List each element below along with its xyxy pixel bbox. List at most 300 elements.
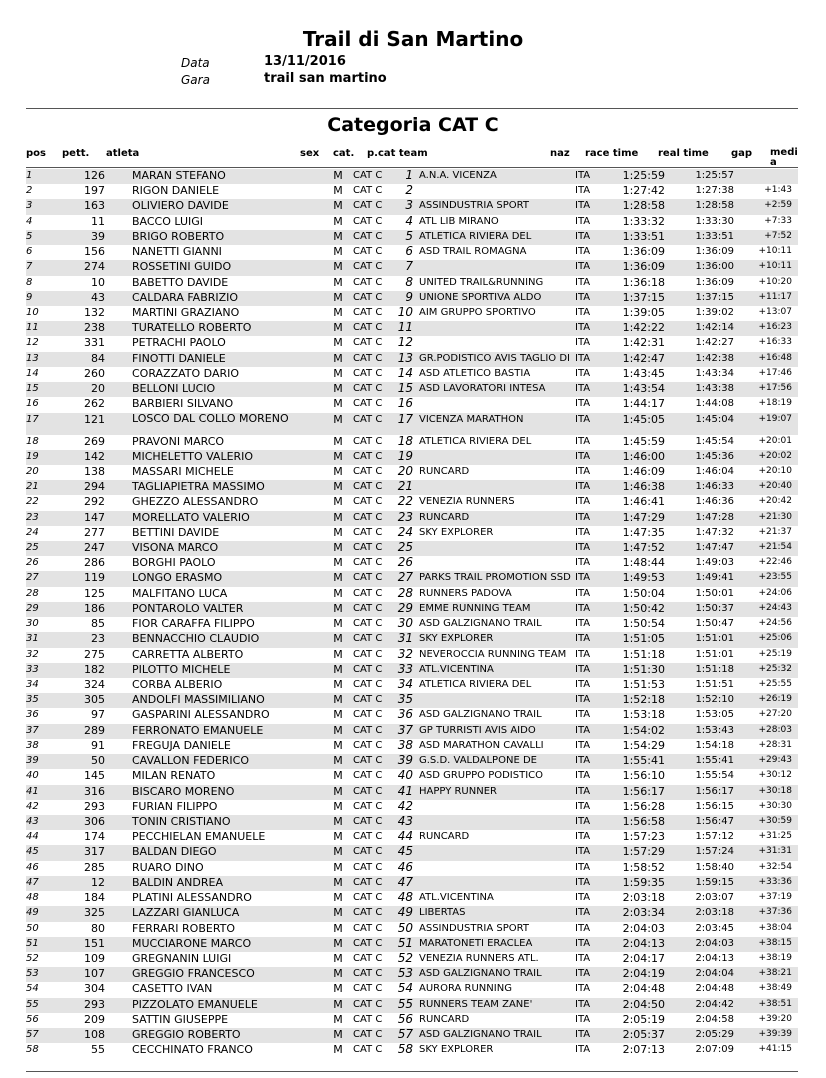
row-team: ATLETICA RIVIERA DEL	[419, 435, 532, 447]
row-athlete: LOSCO DAL COLLO MORENO	[132, 413, 323, 435]
row-race-time: 1:43:45	[622, 366, 665, 380]
row-athlete: MARTINI GRAZIANO	[132, 305, 240, 319]
col-header-pett: pett.	[62, 148, 90, 159]
row-real-time: 1:45:54	[695, 435, 734, 447]
row-sex: M	[333, 860, 343, 874]
col-header-pos: pos	[26, 148, 46, 159]
row-category-pos: 11	[393, 321, 419, 336]
row-category-pos: 12	[397, 335, 413, 350]
row-race-time: 1:37:15	[605, 291, 665, 306]
row-race-time: 1:54:02	[605, 724, 665, 739]
row-gap: +25:19	[758, 648, 792, 659]
row-pos: 30	[26, 618, 39, 630]
row-category: CAT C	[353, 367, 383, 379]
row-race-time: 1:45:05	[605, 413, 665, 435]
row-category: CAT C	[353, 480, 393, 495]
row-real-time: 1:46:36	[695, 496, 734, 508]
row-gap: +26:19	[734, 693, 798, 708]
table-row	[26, 169, 798, 184]
page-title: Trail di San Martino	[302, 27, 524, 51]
row-bib: 97	[91, 708, 105, 722]
row-gap: +21:54	[734, 541, 798, 556]
row-bib: 12	[54, 876, 132, 891]
results-body	[26, 169, 798, 1058]
row-athlete: GHEZZO ALESSANDRO	[132, 495, 259, 509]
results-table	[26, 169, 798, 1058]
row-pos: 52	[26, 952, 39, 964]
row-bib: 260	[84, 366, 105, 380]
row-athlete: FURIAN FILIPPO	[132, 799, 218, 813]
row-pos: 53	[26, 967, 54, 982]
table-row	[26, 199, 798, 214]
row-category: CAT C	[353, 337, 383, 349]
table-row	[26, 556, 798, 571]
row-category-pos: 50	[397, 920, 413, 935]
row-race-time: 1:56:10	[622, 769, 665, 783]
row-sex: M	[333, 336, 343, 350]
row-nationality: ITA	[575, 398, 591, 410]
table-row	[26, 617, 798, 632]
row-sex: M	[323, 450, 353, 465]
table-row	[26, 739, 798, 754]
table-row	[26, 967, 798, 982]
row-bib: 197	[84, 184, 105, 198]
row-bib: 39	[54, 230, 132, 245]
row-category: CAT C	[353, 169, 393, 184]
row-race-time: 1:44:17	[622, 397, 665, 411]
row-category: CAT C	[353, 306, 383, 318]
row-sex: M	[333, 397, 343, 411]
row-race-time: 1:55:41	[605, 754, 665, 769]
row-category: CAT C	[353, 876, 393, 891]
row-pos: 23	[26, 511, 54, 526]
row-bib: 289	[54, 724, 132, 739]
row-category-pos: 45	[393, 845, 419, 860]
row-gap: +20:02	[734, 450, 798, 465]
table-row	[26, 937, 798, 952]
row-category: CAT C	[353, 983, 383, 995]
row-category: CAT C	[353, 398, 383, 410]
row-real-time: 1:57:12	[695, 831, 734, 843]
row-race-time: 1:51:53	[622, 678, 665, 691]
row-nationality: ITA	[575, 352, 605, 367]
row-category-pos: 1	[393, 169, 419, 184]
row-real-time: 2:04:04	[665, 967, 734, 982]
row-bib: 174	[84, 830, 105, 844]
row-race-time: 1:47:52	[605, 541, 665, 556]
row-gap: +38:19	[758, 952, 792, 963]
row-gap: +21:37	[758, 526, 792, 537]
row-bib: 275	[84, 647, 105, 661]
row-pos: 4	[26, 215, 33, 227]
row-nationality: ITA	[575, 800, 591, 812]
row-pos: 41	[26, 785, 54, 800]
row-gap: +38:21	[734, 967, 798, 982]
row-category-pos: 19	[393, 450, 419, 465]
row-athlete: BELLONI LUCIO	[132, 382, 323, 397]
row-category: CAT C	[353, 291, 393, 306]
row-nationality: ITA	[575, 230, 605, 245]
row-real-time: 1:43:34	[695, 367, 734, 379]
row-pos: 45	[26, 845, 54, 860]
row-sex: M	[333, 366, 343, 380]
row-real-time: 1:47:28	[665, 511, 734, 526]
row-nationality: ITA	[575, 435, 591, 447]
bottom-divider	[26, 1071, 798, 1072]
row-bib: 325	[54, 906, 132, 921]
row-sex: M	[333, 921, 343, 935]
row-real-time: 1:51:01	[695, 648, 734, 660]
row-category-pos: 10	[397, 304, 413, 319]
row-athlete: BACCO LUIGI	[132, 214, 204, 228]
row-athlete: FERRARI ROBERTO	[132, 921, 236, 935]
row-category: CAT C	[353, 602, 393, 617]
row-gap: +39:39	[734, 1028, 798, 1043]
row-athlete: MILAN RENATO	[132, 769, 216, 783]
row-pos: 7	[26, 260, 54, 275]
row-real-time: 2:03:18	[665, 906, 734, 921]
row-bib: 55	[91, 1043, 105, 1057]
row-real-time: 1:42:27	[695, 337, 734, 349]
row-athlete: CAVALLON FEDERICO	[132, 754, 323, 769]
row-nationality: ITA	[575, 906, 605, 921]
row-category-pos: 13	[393, 352, 419, 367]
row-sex: M	[323, 199, 353, 214]
table-row	[26, 800, 798, 815]
row-nationality: ITA	[575, 557, 591, 569]
row-gap: +24:56	[758, 618, 792, 629]
row-nationality: ITA	[575, 1044, 591, 1056]
row-pos: 56	[26, 1013, 39, 1025]
row-category-pos: 8	[405, 274, 413, 289]
row-sex: M	[323, 541, 353, 556]
row-athlete: PIZZOLATO EMANUELE	[132, 998, 323, 1013]
row-pos: 40	[26, 770, 39, 782]
row-race-time: 1:27:42	[622, 184, 665, 198]
row-pos: 43	[26, 815, 54, 830]
row-category: CAT C	[353, 526, 383, 538]
row-team: ATLETICA RIVIERA DEL	[419, 230, 575, 245]
table-row	[26, 724, 798, 739]
row-athlete: GREGNANIN LUIGI	[132, 951, 232, 965]
col-header-sex: sex	[300, 148, 320, 159]
table-row	[26, 435, 798, 450]
row-category: CAT C	[353, 632, 393, 647]
row-real-time: 1:50:01	[695, 587, 734, 599]
row-nationality: ITA	[575, 922, 591, 934]
row-gap: +1:43	[764, 185, 792, 196]
row-real-time: 2:04:13	[695, 952, 734, 964]
row-race-time: 2:03:18	[622, 891, 665, 905]
row-gap: +17:56	[734, 382, 798, 397]
row-real-time: 1:56:47	[665, 815, 734, 830]
row-bib: 107	[54, 967, 132, 982]
row-team: MARATONETI ERACLEA	[419, 937, 575, 952]
row-athlete: MASSARI MICHELE	[132, 464, 234, 478]
table-row	[26, 571, 798, 586]
row-gap: +19:07	[734, 413, 798, 435]
row-team: ATL.VICENTINA	[419, 892, 494, 904]
row-pos: 32	[26, 648, 39, 660]
row-nationality: ITA	[575, 663, 605, 678]
row-pos: 6	[26, 246, 33, 258]
row-bib: 138	[84, 464, 105, 478]
row-gap: +28:31	[758, 739, 792, 750]
row-category: CAT C	[353, 754, 393, 769]
row-pos: 47	[26, 876, 54, 891]
row-category: CAT C	[353, 352, 393, 367]
row-athlete: CORBA ALBERIO	[132, 678, 223, 691]
table-row	[26, 678, 798, 693]
row-sex: M	[323, 845, 353, 860]
row-category: CAT C	[353, 1028, 393, 1043]
table-row	[26, 830, 798, 845]
table-row	[26, 922, 798, 937]
row-bib: 304	[84, 982, 105, 996]
table-row	[26, 306, 798, 321]
row-sex: M	[333, 556, 343, 570]
row-pos: 33	[26, 663, 54, 678]
row-category-pos: 18	[397, 433, 413, 448]
row-team: A.N.A. VICENZA	[419, 169, 575, 184]
row-category: CAT C	[353, 815, 393, 830]
row-nationality: ITA	[575, 337, 591, 349]
row-athlete: CASETTO IVAN	[132, 982, 213, 996]
row-category: CAT C	[353, 496, 383, 508]
row-sex: M	[323, 693, 353, 708]
row-nationality: ITA	[575, 892, 591, 904]
row-athlete: FERRONATO EMANUELE	[132, 724, 323, 739]
table-row	[26, 450, 798, 465]
race-label: Gara	[181, 73, 210, 87]
row-sex: M	[323, 937, 353, 952]
row-race-time: 1:48:44	[622, 556, 665, 570]
row-gap: +23:55	[734, 571, 798, 586]
row-pos: 14	[26, 367, 39, 379]
category-title: Categoria CAT C	[327, 114, 499, 136]
row-pos: 36	[26, 709, 39, 721]
col-header-naz: naz	[550, 148, 570, 159]
row-sex: M	[333, 586, 343, 600]
table-row	[26, 397, 798, 412]
row-team: ASD GALZIGNANO TRAIL	[419, 967, 575, 982]
row-nationality: ITA	[575, 306, 591, 318]
row-athlete: BRIGO ROBERTO	[132, 230, 323, 245]
row-sex: M	[323, 1028, 353, 1043]
row-real-time: 1:55:41	[665, 754, 734, 769]
row-nationality: ITA	[575, 967, 605, 982]
row-real-time: 1:42:14	[665, 321, 734, 336]
row-pos: 16	[26, 398, 39, 410]
row-bib: 126	[54, 169, 132, 184]
row-category-pos: 27	[393, 571, 419, 586]
row-pos: 54	[26, 983, 39, 995]
row-category-pos: 43	[393, 815, 419, 830]
row-category-pos: 21	[393, 480, 419, 495]
row-race-time: 2:04:19	[605, 967, 665, 982]
row-team: LIBERTAS	[419, 906, 575, 921]
row-category-pos: 35	[393, 693, 419, 708]
row-bib: 186	[54, 602, 132, 617]
row-real-time: 1:51:01	[665, 632, 734, 647]
row-athlete: NANETTI GIANNI	[132, 245, 222, 259]
table-row	[26, 413, 798, 435]
row-pos: 42	[26, 800, 39, 812]
row-category: CAT C	[353, 541, 393, 556]
row-gap: +38:51	[734, 998, 798, 1013]
row-bib: 156	[84, 245, 105, 259]
row-nationality: ITA	[575, 754, 605, 769]
row-team: ASD GALZIGNANO TRAIL	[419, 618, 542, 630]
row-real-time: 1:51:18	[665, 663, 734, 678]
row-category-pos: 23	[393, 511, 419, 526]
row-bib: 292	[84, 495, 105, 509]
table-row	[26, 480, 798, 495]
row-bib: 125	[84, 586, 105, 600]
row-gap: +7:33	[764, 215, 792, 226]
row-nationality: ITA	[575, 831, 591, 843]
row-gap: +16:23	[734, 321, 798, 336]
row-team: RUNCARD	[419, 465, 470, 477]
row-bib: 247	[54, 541, 132, 556]
row-sex: M	[333, 678, 343, 691]
row-sex: M	[333, 305, 343, 319]
row-category: CAT C	[353, 952, 383, 964]
row-pos: 51	[26, 937, 54, 952]
row-team	[419, 450, 575, 465]
row-nationality: ITA	[575, 413, 605, 435]
row-pos: 13	[26, 352, 54, 367]
row-nationality: ITA	[575, 602, 605, 617]
table-row	[26, 465, 798, 480]
row-team: RUNNERS PADOVA	[419, 587, 512, 599]
row-pos: 49	[26, 906, 54, 921]
row-bib: 305	[54, 693, 132, 708]
row-gap: +38:49	[758, 983, 792, 994]
row-race-time: 1:53:18	[622, 708, 665, 722]
row-athlete: FINOTTI DANIELE	[132, 352, 323, 367]
row-athlete: PILOTTO MICHELE	[132, 663, 323, 678]
row-category-pos: 46	[397, 859, 413, 874]
row-team: ASD GALZIGNANO TRAIL	[419, 709, 542, 721]
row-nationality: ITA	[575, 571, 605, 586]
table-row	[26, 1013, 798, 1028]
row-athlete: VISONA MARCO	[132, 541, 323, 556]
row-pos: 35	[26, 693, 54, 708]
col-header-real-time: real time	[658, 148, 709, 159]
row-category-pos: 7	[393, 260, 419, 275]
row-sex: M	[323, 291, 353, 306]
row-team: ASD LAVORATORI INTESA	[419, 382, 575, 397]
table-row	[26, 648, 798, 663]
row-nationality: ITA	[575, 541, 605, 556]
row-real-time: 1:50:47	[695, 618, 734, 630]
row-real-time: 2:05:29	[665, 1028, 734, 1043]
row-nationality: ITA	[575, 770, 591, 782]
row-sex: M	[333, 617, 343, 631]
row-pos: 5	[26, 230, 54, 245]
row-athlete: TONIN CRISTIANO	[132, 815, 323, 830]
row-team: NEVEROCCIA RUNNING TEAM	[419, 648, 567, 660]
row-team	[419, 876, 575, 891]
row-sex: M	[333, 891, 343, 905]
row-category: CAT C	[353, 557, 383, 569]
row-real-time: 1:54:18	[695, 739, 734, 751]
date-label: Data	[181, 56, 210, 70]
row-category: CAT C	[353, 937, 393, 952]
row-real-time: 1:46:33	[665, 480, 734, 495]
row-pos: 24	[26, 526, 39, 538]
row-real-time: 1:45:04	[665, 413, 734, 435]
row-sex: M	[323, 906, 353, 921]
row-sex: M	[323, 382, 353, 397]
row-real-time: 1:49:41	[665, 571, 734, 586]
row-category-pos: 33	[393, 663, 419, 678]
row-category-pos: 57	[393, 1028, 419, 1043]
row-real-time: 1:42:38	[665, 352, 734, 367]
row-sex: M	[323, 815, 353, 830]
row-team	[419, 184, 575, 199]
row-athlete: CARRETTA ALBERTO	[132, 647, 244, 661]
row-category-pos: 51	[393, 937, 419, 952]
row-real-time: 2:04:48	[695, 983, 734, 995]
row-sex: M	[323, 413, 353, 435]
row-gap: +32:54	[758, 861, 792, 872]
row-nationality: ITA	[575, 1028, 605, 1043]
row-category-pos: 48	[397, 890, 413, 905]
row-bib: 209	[84, 1012, 105, 1026]
row-pos: 34	[26, 679, 39, 690]
row-real-time: 1:37:15	[665, 291, 734, 306]
row-sex: M	[333, 982, 343, 996]
top-divider	[26, 108, 798, 109]
row-bib: 85	[91, 617, 105, 631]
row-gap: +10:20	[758, 276, 792, 287]
row-athlete: TURATELLO ROBERTO	[132, 321, 323, 336]
row-bib: 286	[84, 556, 105, 570]
row-race-time: 1:47:29	[605, 511, 665, 526]
row-sex: M	[333, 799, 343, 813]
row-race-time: 1:50:04	[622, 586, 665, 600]
row-sex: M	[323, 876, 353, 891]
row-athlete: BENNACCHIO CLAUDIO	[132, 632, 323, 647]
table-row	[26, 230, 798, 245]
row-sex: M	[333, 647, 343, 661]
row-category-pos: 15	[393, 382, 419, 397]
row-race-time: 1:46:00	[605, 450, 665, 465]
row-gap: +30:12	[758, 770, 792, 781]
row-pos: 10	[26, 306, 39, 318]
row-team	[419, 480, 575, 495]
row-bib: 277	[84, 525, 105, 539]
row-category-pos: 53	[393, 967, 419, 982]
row-team: ATL.VICENTINA	[419, 663, 575, 678]
row-category: CAT C	[353, 967, 393, 982]
row-athlete: CECCHINATO FRANCO	[132, 1043, 253, 1057]
row-gap: +33:36	[734, 876, 798, 891]
row-category: CAT C	[353, 618, 383, 630]
row-category: CAT C	[353, 215, 383, 227]
row-pos: 2	[26, 185, 33, 197]
table-row	[26, 891, 798, 906]
row-bib: 108	[54, 1028, 132, 1043]
table-row	[26, 769, 798, 784]
table-row	[26, 382, 798, 397]
row-nationality: ITA	[575, 215, 591, 227]
row-pos: 1	[26, 169, 54, 184]
row-bib: 238	[54, 321, 132, 336]
row-team: ASD MARATHON CAVALLI	[419, 739, 544, 751]
